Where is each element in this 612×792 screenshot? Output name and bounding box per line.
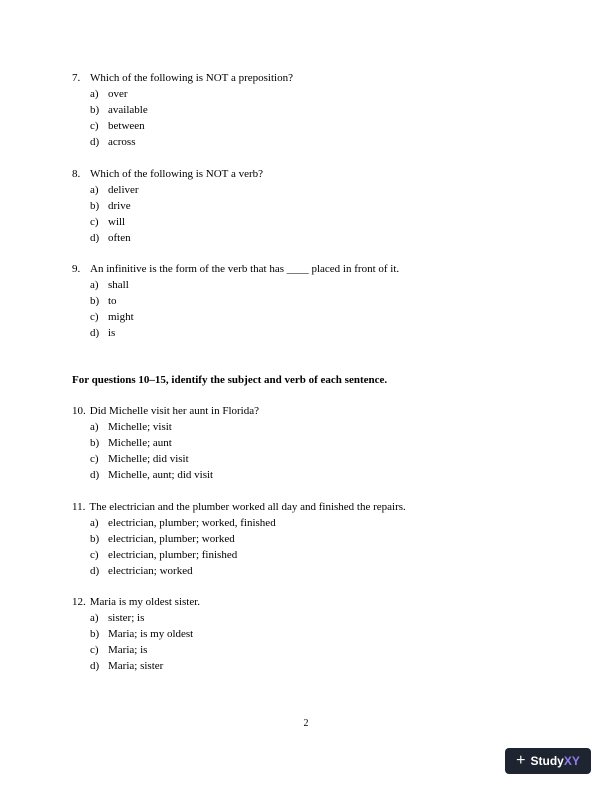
question-11: [72, 499, 552, 579]
option-d: d) Maria; sister: [90, 660, 164, 672]
option-a: a) shall: [90, 279, 129, 291]
option-a: a) electrician, plumber; worked, finished: [90, 517, 276, 529]
option-a: a) sister; is: [90, 612, 145, 624]
option-a: a) over: [90, 88, 128, 100]
option-d: d) Michelle, aunt; did visit: [90, 469, 214, 481]
option-a: a) deliver: [90, 184, 139, 196]
studyxy-badge[interactable]: [505, 748, 591, 774]
question-text: 8. Which of the following is NOT a verb?: [72, 168, 264, 180]
question-7: [72, 70, 552, 150]
question-9: [72, 261, 552, 341]
option-c: c) Maria; is: [90, 644, 148, 656]
option-c: c) electrician, plumber; finished: [90, 549, 238, 561]
question-8: [72, 166, 552, 246]
option-b: b) available: [90, 104, 148, 116]
brand-name: StudyXY: [530, 754, 580, 768]
question-10: [72, 403, 552, 483]
question-text: 7. Which of the following is NOT a preposition?: [72, 72, 293, 84]
question-12: [72, 594, 552, 674]
option-d: d) is: [90, 327, 116, 339]
question-text: 10. Did Michelle visit her aunt in Florida?: [72, 405, 259, 417]
section-instructions: For questions 10–15, identify the subject and verb of each sentence.: [72, 374, 388, 386]
question-text: 12. Maria is my oldest sister.: [72, 596, 201, 608]
question-text: 11. The electrician and the plumber worked all day and finished the repairs.: [72, 501, 406, 513]
option-c: c) might: [90, 311, 134, 323]
option-c: c) between: [90, 120, 145, 132]
option-b: b) drive: [90, 200, 131, 212]
option-d: d) across: [90, 136, 136, 148]
option-c: c) Michelle; did visit: [90, 453, 189, 465]
option-d: d) electrician; worked: [90, 565, 193, 577]
option-d: d) often: [90, 232, 131, 244]
option-b: b) electrician, plumber; worked: [90, 533, 235, 545]
option-b: b) Michelle; aunt: [90, 437, 172, 449]
page-number: 2: [303, 718, 309, 729]
option-b: b) Maria; is my oldest: [90, 628, 194, 640]
option-b: b) to: [90, 295, 117, 307]
option-a: a) Michelle; visit: [90, 421, 172, 433]
question-text: 9. An infinitive is the form of the verb that has ____ placed in front of it.: [72, 263, 400, 275]
option-c: c) will: [90, 216, 126, 228]
plus-icon: +: [516, 752, 526, 769]
